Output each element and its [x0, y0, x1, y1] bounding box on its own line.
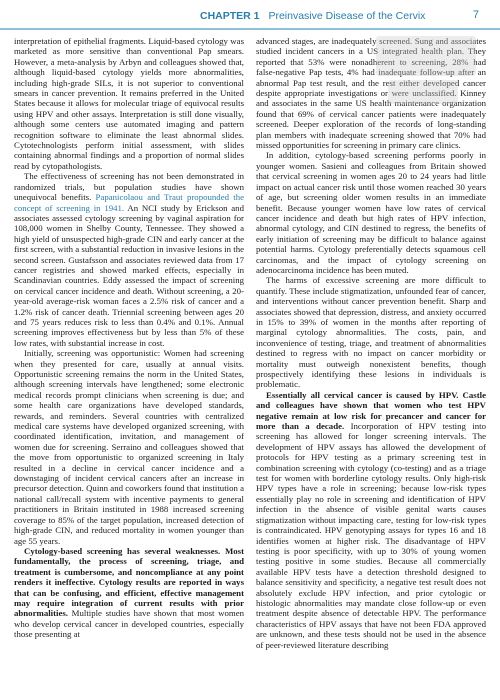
- chapter-title: Preinvasive Disease of the Cervix: [268, 10, 426, 22]
- left-column: [14, 36, 244, 696]
- reference-link[interactable]: Papanicolaou and Traut propounded the concept of screening in 1941.: [14, 192, 244, 213]
- paragraph-text: Multiple studies have shown that most women who develop cervical cancer in developed countries, especially those presenting at: [14, 608, 244, 640]
- paragraph: [14, 171, 244, 348]
- paragraph: The harms of excessive screening are more difficult to quantify. These include stigmatization, unfounded fear of cancer, and interventions without cancer prevention benefit. Sharp and associates showed that depression, distress, and anxiety occurred in 15% to 39% of women in the months after reporting of marginal cytology abnormalities. The costs, pain, and inconvenience of testing, triage, and treatment of abnormalities destined to regress with no impact on cancer morbidity or mortality must outweigh nonexistent benefits, though prospectively identifying these lesions in individuals is problematic.: [256, 275, 486, 390]
- paragraph: [14, 546, 244, 640]
- key-point-text: Cytology-based screening has several weaknesses. Most fundamentally, the process of screening, triage, and treatment is cumbersome, and noncompliance at any point renders it ineffective. Cytology results are reported in ways that can be confusing, and efficient, effective management may require integration of current results with prior abnormalities.: [14, 545, 244, 619]
- chapter-label: CHAPTER 1: [200, 10, 260, 22]
- paragraph-text: The effectiveness of screening has not been demonstrated in randomized trials, but population studies have shown unequivocal benefits.: [14, 171, 244, 203]
- running-header: [0, 0, 500, 30]
- key-point-text: Essentially all cervical cancer is caused by HPV. Castle and colleagues have shown that women who test HPV negative remain at low risk for precancer and cancer for more than a decade.: [256, 389, 486, 432]
- paragraph-text: An NCI study by Erickson and associates assessed cytology screening by vaginal aspiration for 108,000 women in Shelby County, Tennessee. They showed a high yield of unsuspected high-grade CIN and early cancer at the first screen, with a substantial reduction in invasive lesions in the second screen. Gustafsson and associates reviewed data from 17 cancer registries and showed marked effects, especially in Scandinavian countries. Eddy assessed the impact of screening on cervical cancer incidence and death. Without screening, a 20-year-old average-risk woman faces a 2.5% risk of cancer and a 1.2% risk of cancer death. Triennial screening between ages 20 and 75 years reduces risk to less than 0.4% and 0.1%. Annual screening improves effectiveness but by less than 5% of these low rates, with substantial increase in cost.: [14, 202, 244, 348]
- right-column: [256, 36, 486, 696]
- paragraph-text: Incorporation of HPV testing into screening has allowed for longer screening intervals. The development of HPV assays has allowed the development of protocols for HPV testing as a primary screening test in combination screening with cytology (co-testing) and as a triage test for women with borderline cytology results. Only high-risk HPV types have a role in screening; because low-risk types essentially play no role in screening and identification of HPV infection in the absence of visible genital warts causes stigmatization without impacting care, testing for low-risk types is contraindicated. HPV genotyping assays for types 16 and 18 identifies women at higher risk. The disadvantage of HPV testing is poor specificity, with up to 30% of young women testing positive in some studies. Because all commercially available HPV tests have a detection threshold designed to balance sensitivity and specificity, a negative test result does not absolutely exclude HPV infection, and prior cytologic or histologic abnormalities may mandate close follow-up or even treatment despite absence of detectable HPV. The performance characteristics of HPV assays that have not been FDA approved are unknown, and these tests should not be used in the absence of peer-reviewed literature describing: [256, 421, 486, 650]
- header-title-block: [200, 10, 425, 22]
- watermark-smudge: [388, 80, 458, 104]
- paragraph: advanced stages, are inadequately screened. Sung and associates studied incident cancers in a US integrated health plan. They reported that 53% were nonadherent to screening, 28% had false-negative Pap tests, 4% had inadequate follow-up after an abnormal Pap test result, and the rest either developed cancer despite appropriate investigations or were unclassified. Kinney and associates in the same US health maintenance organization found that 69% of cervical cancer patients were inadequately screened. Deeper exploration of the records of long-standing plan members with inadequate screening showed that 70% had missed opportunities for screening in primary care clinics.: [256, 36, 486, 151]
- header-rule: [0, 28, 500, 30]
- paragraph: [256, 390, 486, 650]
- paragraph: interpretation of epithelial fragments. Liquid-based cytology was marketed as more sensitive than conventional Pap smears. However, a meta-analysis by Arbyn and colleagues showed that, although liquid-based cytology yields more abnormalities, including high-grade SILs, it is not superior to conventional smears in cancer prevention. It remains preferred in the United States because it allows for molecular triage of equivocal results using HPV and other assays. Interpretation is still done visually, although some centers use automated imaging and pattern recognition software to eliminate the least abnormal slides. Cytotechnologists perform initial assessment, with slides containing abnormal findings and a proportion of normal slides read by cytopathologists.: [14, 36, 244, 171]
- paragraph: Initially, screening was opportunistic: Women had screening when they presented for care, usually at annual visits. Opportunistic screening remains the norm in the United States, although screening intervals have lengthened; some electronic medical records prompt clinicians when screening is due; and some health care organizations have developed standards, rewards, and reminders. Several countries with centralized medical care systems have developed organized screening, with coordinated identification, invitation, and management of women due for screening. Serraino and colleagues showed that the move from opportunistic to organized screening in Italy resulted in a decline in cervical cancer incidence and a downstaging of incident cervical cancers after an increase in precursor detection. Quinn and coworkers found that institution a national call/recall system with incentive payments to general practitioners in Britain instituted in 1988 increased screening coverage to 85% of the target population, increased detection of high-grade CIN, and reduced mortality in women younger than age 55 years.: [14, 348, 244, 546]
- page-number: 7: [472, 9, 479, 21]
- watermark-smudge: [376, 36, 476, 76]
- paragraph: In addition, cytology-based screening performs poorly in younger women. Sasieni and colleagues from Britain showed that cervical screening in women ages 20 to 24 years had little impact on actual cancer risk until those women reached 30 years of age, but screening older women results in an immediate benefit. Because younger women have low rates of cervical cancer incidence and death but high rates of HPV infection, abnormal cytology, and CIN destined to regress, the benefits of early initiation of screening may be difficult to balance against potential harms. Cytology preferentially detects squamous cell carcinomas, and the impact of cytology screening on adenocarcinoma incidence has been muted.: [256, 150, 486, 275]
